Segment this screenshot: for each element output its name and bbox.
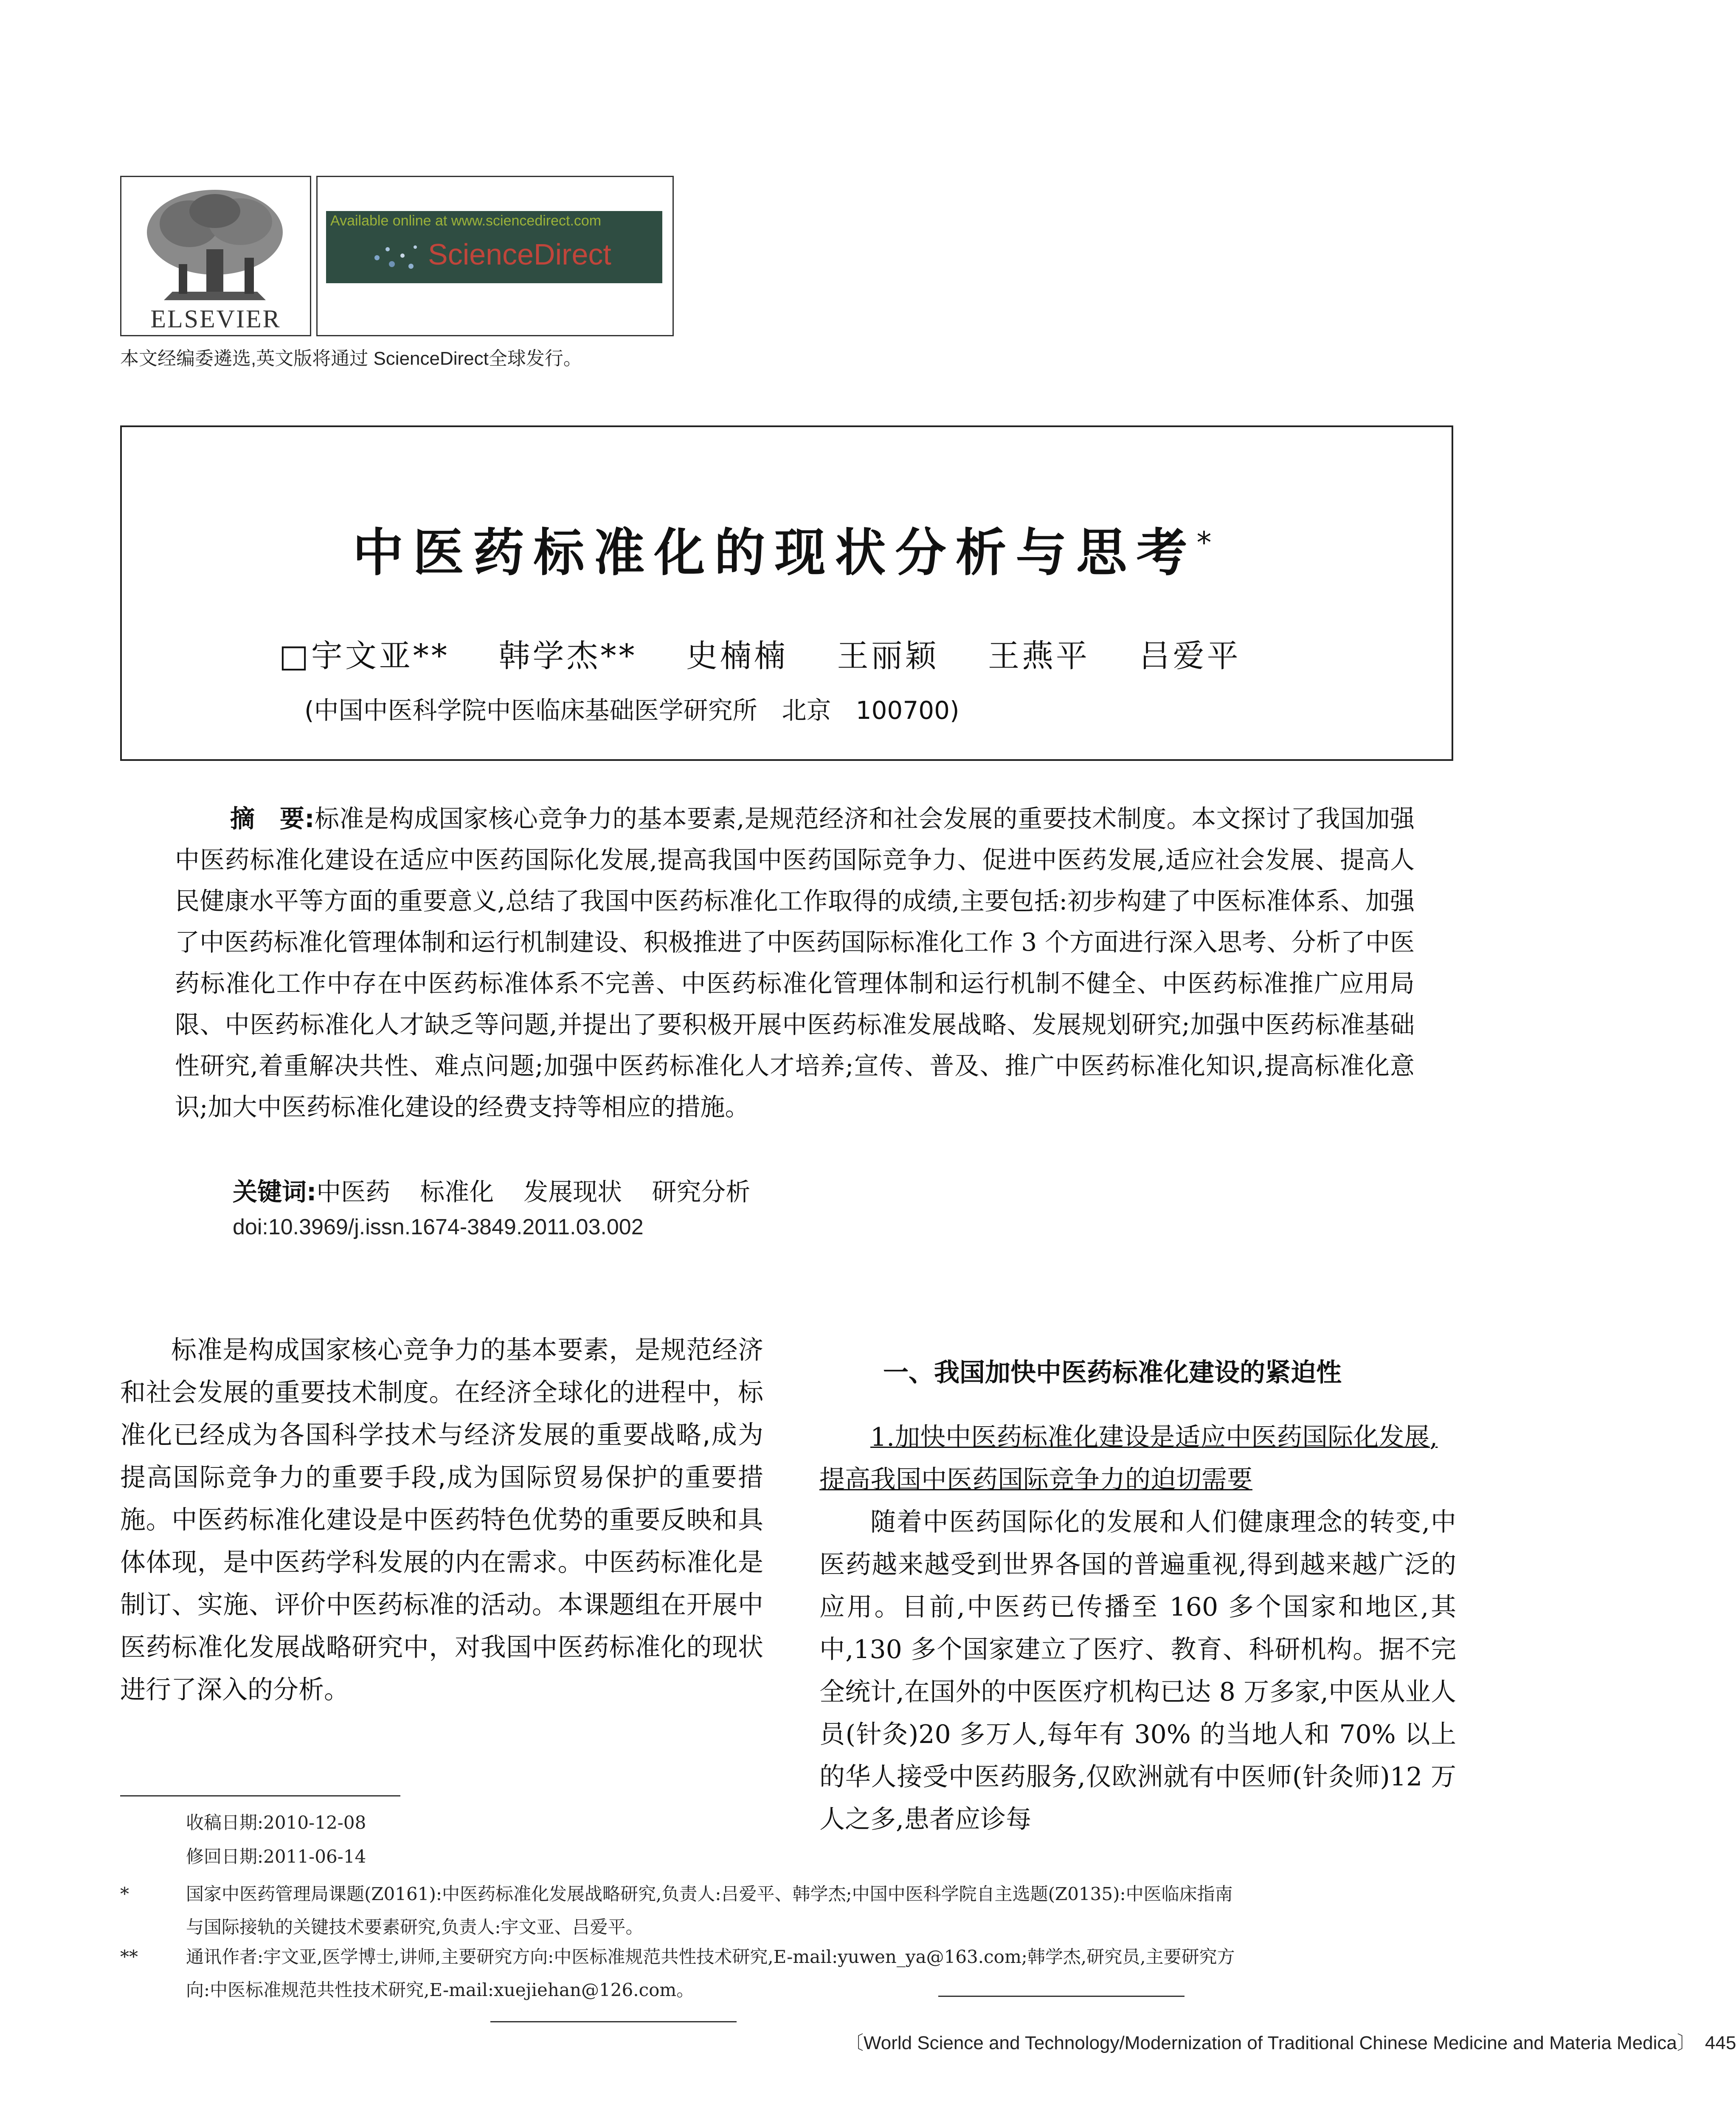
correspondence-line-1: 通讯作者:宇文亚,医学博士,讲师,主要研究方向:中医标准规范共性技术研究,E-mail:yuwen_ya@163.com;韩学杰,研究员,主要研究方 (186, 1946, 1235, 1967)
revised-date: 修回日期:2011-06-14 (186, 1846, 366, 1867)
keyword: 中医药 (316, 1177, 391, 1206)
author-list (279, 631, 1277, 676)
author: 韩学杰** (498, 638, 637, 674)
sciencedirect-dots-icon (369, 237, 424, 279)
sciencedirect-name: ScienceDirect (428, 238, 611, 271)
footnote-mark: * (120, 1884, 129, 1904)
received-date: 收稿日期:2010-12-08 (186, 1812, 366, 1833)
elsevier-tree-icon (138, 186, 291, 304)
keywords (233, 1172, 780, 1208)
footnote-mark: ** (120, 1946, 138, 1967)
author: □宇文亚** (279, 638, 450, 674)
abstract-label: 摘 要: (230, 804, 315, 833)
elsevier-logo (120, 176, 311, 336)
keywords-label: 关键词: (233, 1177, 317, 1206)
subsection-heading (819, 1416, 1456, 1501)
abstract-text: 标准是构成国家核心竞争力的基本要素,是规范经济和社会发展的重要技术制度。本文探讨了我国加强中医药标准化建设在适应中医药国际化发展,提高我国中医药国际竞争力、促进中医药发展,适应社会发展、提高人民健康水平等方面的重要意义,总结了我国中医药标准化工作取得的成绩,主要包括:初步构建了中医标准体系、加强了中医药标准化管理体制和运行机制建设、积极推进了中医药国际标准化工作 3 个方面进行深入思考、分析了中医药标准化工作中存在中医药标准体系不完善、中医药标准化管理体制和运行机制不健全、中医药标准推广应用局限、中医药标准化人才缺乏等问题,并提出了要积极开展中医药标准发展战略、发展规划研究;加强中医药标准基础性研究,着重解决共性、难点问题;加强中医药标准化人才培养;宣传、普及、推广中医药标准化知识,提高标准化意识;加大中医药标准化建设的经费支持等相应的措施。 (175, 804, 1415, 1121)
funding-line-2: 与国际接轨的关键技术要素研究,负责人:宇文亚、吕爱平。 (186, 1917, 644, 1937)
sciencedirect-banner (326, 211, 662, 283)
journal-footer: 〔World Science and Technology/Modernization of Traditional Chinese Medicine and Materia Medica〕 445 (845, 2033, 1736, 2053)
abstract (175, 798, 1415, 1128)
elsevier-wordmark: ELSEVIER (150, 305, 281, 333)
sciencedirect-tagline: Available online at www.sciencedirect.com (330, 213, 602, 229)
affiliation: (中国中医科学院中医临床基础医学研究所 北京 100700) (304, 696, 959, 725)
title-block (120, 425, 1453, 761)
subsection-heading-text: 1.加快中医药标准化建设是适应中医药国际化发展,提高我国中医药国际竞争力的迫切需要 (819, 1422, 1438, 1495)
body-left-paragraph: 标准是构成国家核心竞争力的基本要素，是规范经济和社会发展的重要技术制度。在经济全球化的进程中，标准化已经成为各国科学技术与经济发展的重要战略,成为提高国际竞争力的重要手段,成为国际贸易保护的重要措施。中医药标准化建设是中医药特色优势的重要反映和具体体现，是中医药学科发展的内在需求。中医药标准化是制订、实施、评价中医药标准的活动。本课题组在开展中医药标准化发展战略研究中，对我国中医药标准化的现状进行了深入的分析。 (120, 1335, 763, 1705)
body-right-paragraph: 随着中医药国际化的发展和人们健康理念的转变,中医药越来越受到世界各国的普遍重视,得到越来越广泛的应用。目前,中医药已传播至 160 多个国家和地区,其中,130 多个国家建立了医疗、教育、科研机构。据不完全统计,在国外的中医医疗机构已达 8 万多家,中医从业人员(针灸)20 多万人,每年有 30% 的当地人和 70% 以上的华人接受中医药服务,仅欧洲就有中医师(针灸师)12 万人之多,患者应诊每 (819, 1507, 1456, 1834)
author: 王丽颖 (837, 638, 939, 674)
paper-title (122, 512, 1452, 585)
author: 王燕平 (988, 638, 1090, 674)
correspondence-footnote (120, 1940, 1457, 2007)
publication-note: 本文经编委遴选,英文版将通过 ScienceDirect全球发行。 (120, 348, 582, 369)
section-heading: 一、我国加快中医药标准化建设的紧迫性 (883, 1358, 1342, 1388)
sciencedirect-logo (316, 176, 674, 336)
footnote-rule (120, 1795, 400, 1796)
funding-footnote (120, 1878, 1457, 1944)
author: 吕爱平 (1139, 638, 1241, 674)
footer-rule (490, 2021, 737, 2022)
paper-title-text: 中医药标准化的现状分析与思考 (352, 524, 1197, 583)
funding-line-1: 国家中医药管理局课题(Z0161):中医药标准化发展战略研究,负责人:吕爱平、韩学杰;中国中医科学院自主选题(Z0135):中医临床指南 (186, 1884, 1233, 1904)
title-footnote-mark: * (1196, 525, 1221, 560)
footer-rule (938, 1996, 1185, 1997)
keyword: 标准化 (420, 1177, 494, 1206)
author: 史楠楠 (686, 638, 788, 674)
keyword: 研究分析 (652, 1177, 751, 1206)
doi: doi:10.3969/j.issn.1674-3849.2011.03.002 (233, 1215, 644, 1239)
keyword: 发展现状 (523, 1177, 622, 1206)
correspondence-line-2: 向:中医标准规范共性技术研究,E-mail:xuejiehan@126.com。 (186, 1979, 695, 2000)
